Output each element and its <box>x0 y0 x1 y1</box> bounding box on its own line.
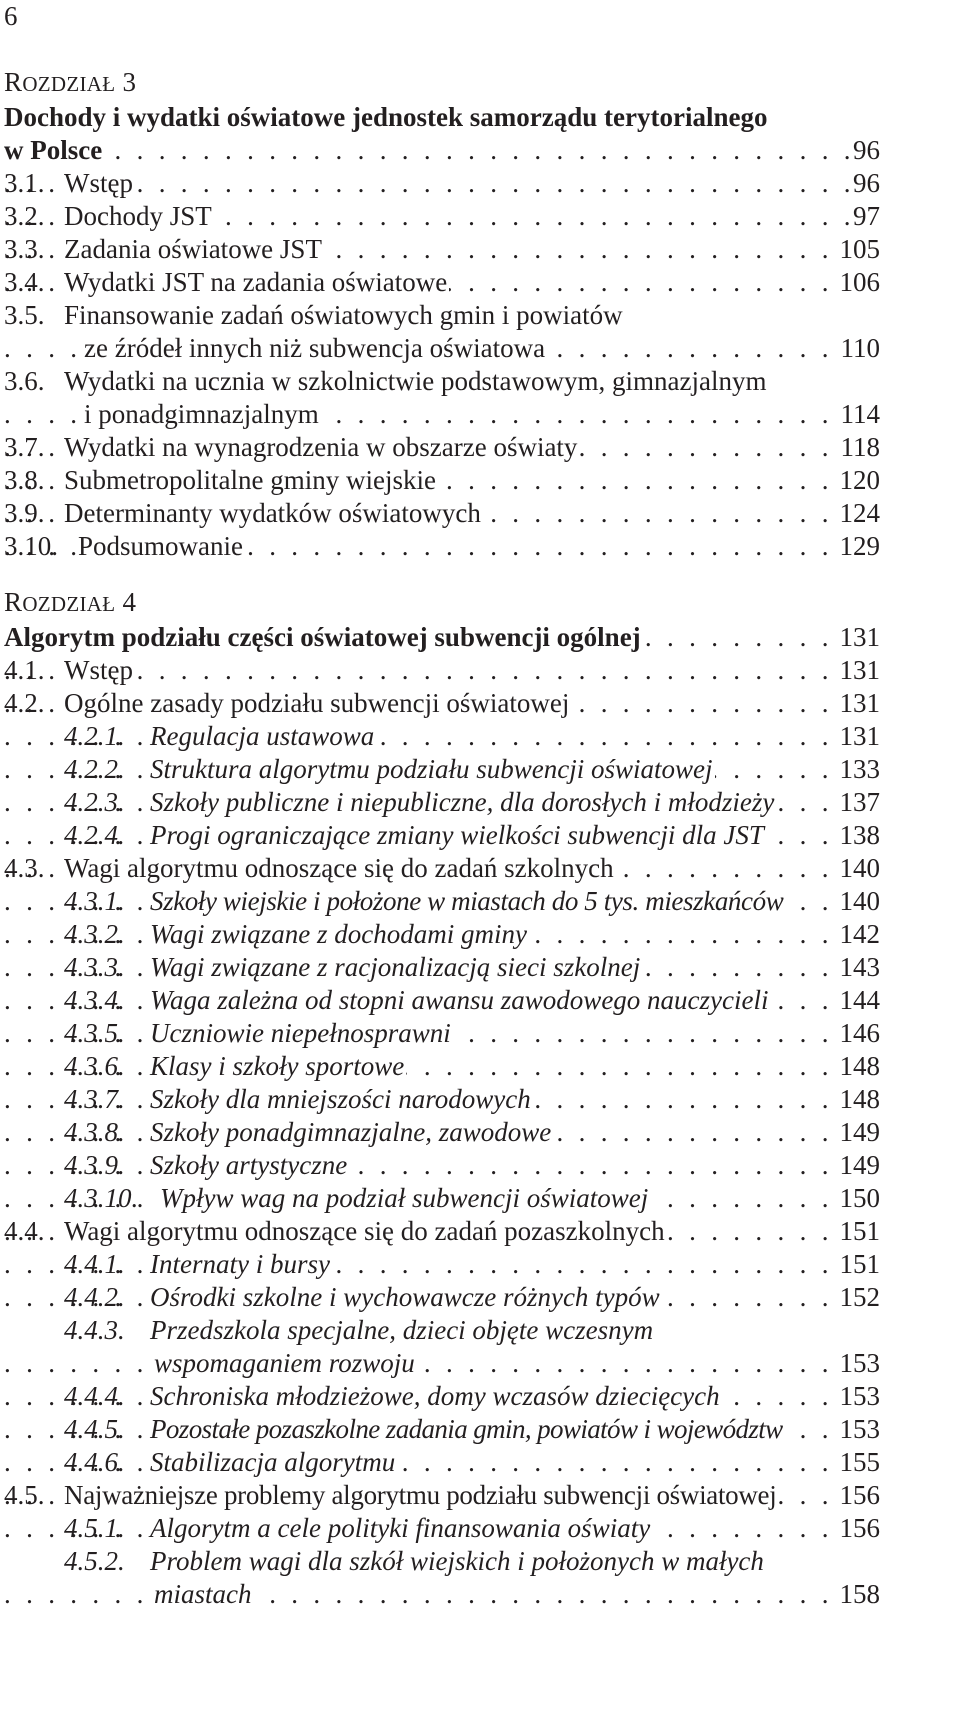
toc-subentry[interactable] <box>0 950 880 984</box>
entry-title-cont: miastach <box>154 1579 252 1609</box>
toc-subentry[interactable] <box>0 1049 880 1083</box>
entry-title: Przedszkola specjalne, dzieci objęte wczesnym <box>150 1315 654 1345</box>
chapter-3-label <box>4 66 136 100</box>
entry-page: 138 <box>837 818 881 852</box>
entry-title: Wydatki JST na zadania oświatowe <box>64 267 448 297</box>
entry-title: Determinanty wydatków oświatowych <box>64 498 481 528</box>
entry-number: 4.3.7. <box>64 1084 125 1114</box>
entry-page: 114 <box>838 397 881 431</box>
entry-title-cont: ze źródeł innych niż subwencja oświatowa <box>84 333 546 363</box>
entry-title: Progi ograniczające zmiany wielkości subwencji dla JST <box>150 820 764 850</box>
entry-page: 144 <box>837 983 881 1017</box>
entry-page: 148 <box>837 1082 881 1116</box>
toc-entry-multiline[interactable] <box>0 364 880 398</box>
toc-subentry[interactable] <box>0 1148 880 1182</box>
entry-number: 4.4. <box>4 1216 45 1246</box>
entry-number: 4.2.1. <box>64 721 125 751</box>
entry-page: 120 <box>837 463 881 497</box>
entry-title: Wagi algorytmu odnoszące się do zadań szkolnych <box>64 853 614 883</box>
entry-title: Stabilizacja algorytmu <box>150 1447 396 1477</box>
toc-subentry[interactable] <box>0 983 880 1017</box>
entry-page: 106 <box>837 265 881 299</box>
entry-number: 4.4.4. <box>64 1381 125 1411</box>
entry-number: 3.1. <box>4 168 45 198</box>
chapter-3-page: 96 <box>850 133 880 167</box>
entry-number: 3.10. <box>4 531 58 561</box>
entry-title-cont: wspomaganiem rozwoju <box>154 1348 415 1378</box>
chapter-3-title-end[interactable] <box>0 133 880 167</box>
chapter-3-title-cont: w Polsce <box>4 135 103 165</box>
entry-title: Finansowanie zadań oświatowych gmin i powiatów <box>64 300 623 330</box>
chapter-label-number: 3 <box>122 67 137 97</box>
entry-page: 151 <box>837 1214 881 1248</box>
toc-subentry[interactable] <box>0 1082 880 1116</box>
entry-number: 4.5. <box>4 1480 45 1510</box>
chapter-3-title: Dochody i wydatki oświatowe jednostek samorządu terytorialnego <box>4 102 768 132</box>
entry-number: 4.3.10. <box>64 1183 139 1213</box>
entry-number: 4.5.1. <box>64 1513 125 1543</box>
entry-title: Submetropolitalne gminy wiejskie <box>64 465 436 495</box>
toc-subentry[interactable] <box>0 1445 880 1479</box>
entry-title: Wagi związane z racjonalizacją sieci szkolnej <box>150 952 641 982</box>
entry-number: 4.3.1. <box>64 886 125 916</box>
toc-subentry[interactable] <box>0 719 880 753</box>
entry-title: Wstęp <box>64 655 133 685</box>
toc-subentry[interactable] <box>0 1412 880 1446</box>
entry-number: 4.4.6. <box>64 1447 125 1477</box>
chapter-4-page: 131 <box>837 620 881 654</box>
entry-number: 4.3.9. <box>64 1150 125 1180</box>
entry-page: 158 <box>837 1577 881 1611</box>
entry-title: Wstęp <box>64 168 133 198</box>
entry-number: 4.3.2. <box>64 919 125 949</box>
entry-number: 4.4.5. <box>64 1414 125 1444</box>
entry-title: Wydatki na wynagrodzenia w obszarze oświaty <box>64 432 578 462</box>
entry-page: 118 <box>838 430 881 464</box>
entry-page: 151 <box>837 1247 881 1281</box>
toc-entry[interactable] <box>0 463 880 497</box>
entry-page: 140 <box>837 851 881 885</box>
entry-title: Szkoły dla mniejszości narodowych <box>150 1084 531 1114</box>
toc-entry[interactable] <box>0 265 880 299</box>
toc-entry[interactable] <box>0 496 880 530</box>
entry-page: 149 <box>837 1115 881 1149</box>
entry-number: 3.6. <box>4 366 45 396</box>
entry-title: Uczniowie niepełnosprawni <box>150 1018 451 1048</box>
entry-title: Struktura algorytmu podziału subwencji oświatowej <box>150 754 713 784</box>
entry-page: 153 <box>837 1412 881 1446</box>
toc-subentry[interactable] <box>0 1379 880 1413</box>
entry-number: 4.1. <box>4 655 45 685</box>
entry-page: 131 <box>837 653 881 687</box>
chapter-4-label <box>4 586 136 620</box>
entry-number: 4.2.4. <box>64 820 125 850</box>
entry-page: 142 <box>837 917 881 951</box>
toc-entry[interactable] <box>0 199 880 233</box>
entry-page: 105 <box>837 232 881 266</box>
toc-entry[interactable] <box>0 653 880 687</box>
toc-subentry[interactable] <box>0 752 880 786</box>
toc-entry[interactable] <box>0 166 880 200</box>
chapter-label-rest: OZDZIAŁ <box>22 592 116 616</box>
entry-number: 3.4. <box>4 267 45 297</box>
entry-page: 153 <box>837 1346 881 1380</box>
entry-number: 4.4.1. <box>64 1249 125 1279</box>
entry-title: Algorytm a cele polityki finansowania oświaty <box>150 1513 651 1543</box>
entry-number: 3.3. <box>4 234 45 264</box>
entry-number: 4.2. <box>4 688 45 718</box>
entry-title: Internaty i bursy <box>150 1249 330 1279</box>
entry-title: Wagi związane z dochodami gminy <box>150 919 527 949</box>
entry-title: Problem wagi dla szkół wiejskich i położonych w małych <box>150 1546 764 1576</box>
entry-title: Najważniejsze problemy algorytmu podziału subwencji oświatowej <box>64 1480 777 1510</box>
entry-page: 150 <box>837 1181 881 1215</box>
toc-subentry[interactable] <box>0 785 880 819</box>
entry-title: Szkoły wiejskie i położone w miastach do 5 tys. mieszkańców <box>150 886 784 916</box>
entry-page: 146 <box>837 1016 881 1050</box>
entry-title: Ogólne zasady podziału subwencji oświatowej <box>64 688 570 718</box>
toc-subentry-multiline[interactable] <box>0 1313 880 1347</box>
entry-page: 148 <box>837 1049 881 1083</box>
toc-subentry-continuation[interactable] <box>0 1346 880 1380</box>
entry-number: 4.3.3. <box>64 952 125 982</box>
entry-page: 131 <box>837 719 881 753</box>
entry-number: 4.3.6. <box>64 1051 125 1081</box>
entry-title: Pozostałe pozaszkolne zadania gmin, powiatów i województw <box>150 1414 783 1444</box>
toc-entry-continuation[interactable] <box>0 331 880 365</box>
chapter-3-title-line <box>0 100 880 134</box>
toc-subentry[interactable] <box>0 1181 880 1215</box>
entry-page: 152 <box>837 1280 881 1314</box>
toc-entry[interactable] <box>0 851 880 885</box>
entry-number: 4.5.2. <box>64 1546 125 1576</box>
entry-title: Waga zależna od stopni awansu zawodowego nauczycieli <box>150 985 769 1015</box>
entry-number: 3.7. <box>4 432 45 462</box>
toc-entry-multiline[interactable] <box>0 298 880 332</box>
entry-title: Regulacja ustawowa <box>150 721 375 751</box>
toc-entry-continuation[interactable] <box>0 397 880 431</box>
entry-page: 156 <box>837 1511 881 1545</box>
entry-title: Szkoły ponadgimnazjalne, zawodowe <box>150 1117 552 1147</box>
entry-page: 137 <box>837 785 881 819</box>
toc-subentry[interactable] <box>0 1511 880 1545</box>
entry-number: 3.2. <box>4 201 45 231</box>
toc-subentry[interactable] <box>0 1280 880 1314</box>
toc-entry[interactable] <box>0 529 880 563</box>
entry-title: Szkoły publiczne i niepubliczne, dla dorosłych i młodzieży <box>150 787 775 817</box>
entry-title: Ośrodki szkolne i wychowawcze różnych typów <box>150 1282 660 1312</box>
toc-subentry-continuation[interactable] <box>0 1577 880 1611</box>
entry-title: Klasy i szkoły sportowe <box>150 1051 405 1081</box>
entry-page: 96 <box>850 166 880 200</box>
toc-entry[interactable] <box>0 686 880 720</box>
entry-page: 140 <box>837 884 881 918</box>
entry-number: 3.5. <box>4 300 45 330</box>
entry-number: 4.3.8. <box>64 1117 125 1147</box>
chapter-4-title: Algorytm podziału części oświatowej subwencji ogólnej <box>4 622 641 652</box>
toc-subentry[interactable] <box>0 884 880 918</box>
toc-subentry[interactable] <box>0 818 880 852</box>
entry-title: Wagi algorytmu odnoszące się do zadań pozaszkolnych <box>64 1216 665 1246</box>
chapter-label-initial: R <box>4 67 23 97</box>
entry-page: 149 <box>837 1148 881 1182</box>
entry-title: Zadania oświatowe JST <box>64 234 322 264</box>
toc-subentry[interactable] <box>0 917 880 951</box>
entry-title: Schroniska młodzieżowe, domy wczasów dziecięcych <box>150 1381 720 1411</box>
entry-page: 133 <box>837 752 881 786</box>
toc-subentry[interactable] <box>0 1115 880 1149</box>
chapter-label-rest: OZDZIAŁ <box>22 72 116 96</box>
toc-subentry-multiline[interactable] <box>0 1544 880 1578</box>
entry-page: 131 <box>837 686 881 720</box>
entry-title-cont: i ponadgimnazjalnym <box>84 399 319 429</box>
entry-page: 143 <box>837 950 881 984</box>
toc-entry[interactable] <box>0 430 880 464</box>
entry-title: Szkoły artystyczne <box>150 1150 348 1180</box>
entry-number: 4.2.2. <box>64 754 125 784</box>
toc-subentry[interactable] <box>0 1247 880 1281</box>
entry-page: 124 <box>837 496 881 530</box>
entry-number: 4.3.5. <box>64 1018 125 1048</box>
entry-number: 4.4.3. <box>64 1315 125 1345</box>
page-number: 6 <box>4 1 18 31</box>
entry-number: 4.4.2. <box>64 1282 125 1312</box>
chapter-label-number: 4 <box>122 587 137 617</box>
entry-title: Dochody JST <box>64 201 212 231</box>
entry-page: 153 <box>837 1379 881 1413</box>
entry-page: 155 <box>837 1445 881 1479</box>
entry-number: 3.8. <box>4 465 45 495</box>
entry-number: 4.3.4. <box>64 985 125 1015</box>
entry-page: 156 <box>837 1478 881 1512</box>
entry-page: 110 <box>838 331 881 365</box>
entry-number: 4.2.3. <box>64 787 125 817</box>
chapter-4-title-line[interactable] <box>0 620 880 654</box>
toc-entry[interactable] <box>0 1214 880 1248</box>
entry-page: 129 <box>837 529 881 563</box>
entry-title: Podsumowanie <box>78 531 243 561</box>
toc-subentry[interactable] <box>0 1016 880 1050</box>
entry-number: 4.3. <box>4 853 45 883</box>
chapter-label-initial: R <box>4 587 23 617</box>
toc-entry[interactable] <box>0 1478 880 1512</box>
entry-title: Wpływ wag na podział subwencji oświatowej <box>160 1183 649 1213</box>
entry-page: 97 <box>850 199 880 233</box>
entry-title: Wydatki na ucznia w szkolnictwie podstawowym, gimnazjalnym <box>64 366 767 396</box>
entry-number: 3.9. <box>4 498 45 528</box>
toc-entry[interactable] <box>0 232 880 266</box>
